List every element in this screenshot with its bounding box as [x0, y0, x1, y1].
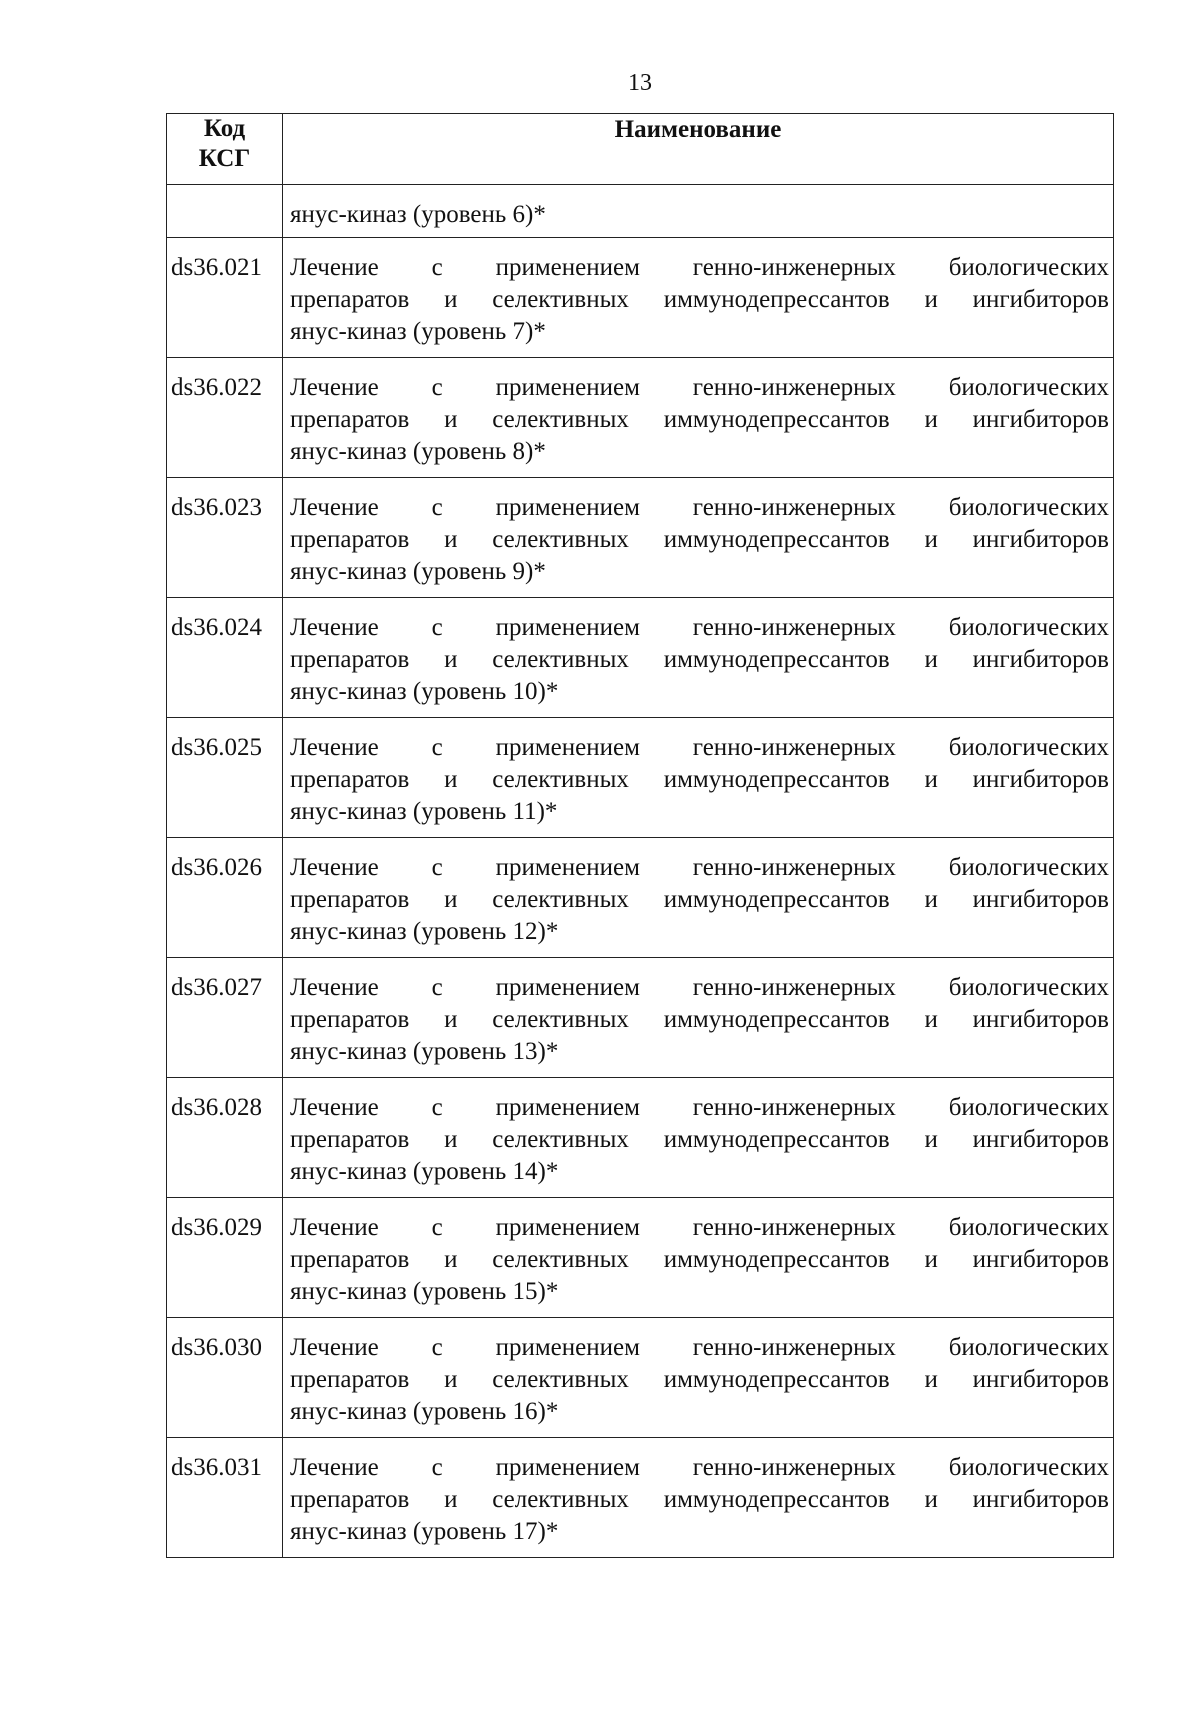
- table-row: [167, 478, 1114, 598]
- code-cell: ds36.022: [167, 358, 283, 478]
- name-line: Лечение с применением генно-инженерных биологических: [290, 614, 1109, 641]
- code-cell: ds36.024: [167, 598, 283, 718]
- name-line: препаратов и селективных иммунодепрессантов и ингибиторов: [290, 766, 1109, 793]
- name-line: янус-киназ (уровень 14)*: [290, 1158, 559, 1185]
- code-cell: ds36.027: [167, 958, 283, 1078]
- column-header-code-line1: Код: [203, 115, 246, 142]
- name-cell: [283, 838, 1114, 958]
- name-line: янус-киназ (уровень 12)*: [290, 918, 559, 945]
- ksg-table: [166, 113, 1114, 1558]
- name-line: янус-киназ (уровень 9)*: [290, 558, 546, 585]
- name-cell: [283, 478, 1114, 598]
- name-line: препаратов и селективных иммунодепрессантов и ингибиторов: [290, 1006, 1109, 1033]
- name-line: янус-киназ (уровень 15)*: [290, 1278, 559, 1305]
- name-line: Лечение с применением генно-инженерных биологических: [290, 374, 1109, 401]
- code-cell: ds36.030: [167, 1318, 283, 1438]
- page-number: 13: [628, 70, 652, 96]
- name-cell: [283, 958, 1114, 1078]
- table-row: [167, 1318, 1114, 1438]
- code-cell: ds36.028: [167, 1078, 283, 1198]
- code-cell: ds36.029: [167, 1198, 283, 1318]
- table-row-continuation: [167, 185, 1114, 238]
- name-line: янус-киназ (уровень 17)*: [290, 1518, 559, 1545]
- name-line: препаратов и селективных иммунодепрессантов и ингибиторов: [290, 526, 1109, 553]
- name-cell: [283, 238, 1114, 358]
- table-row: [167, 358, 1114, 478]
- name-line: препаратов и селективных иммунодепрессантов и ингибиторов: [290, 1246, 1109, 1273]
- name-line: Лечение с применением генно-инженерных биологических: [290, 1214, 1109, 1241]
- name-line: препаратов и селективных иммунодепрессантов и ингибиторов: [290, 886, 1109, 913]
- code-cell: ds36.031: [167, 1438, 283, 1558]
- name-line: Лечение с применением генно-инженерных биологических: [290, 254, 1109, 281]
- table-row: [167, 718, 1114, 838]
- table-row: [167, 1438, 1114, 1558]
- code-cell: [167, 185, 283, 238]
- column-header-code-line2: КСГ: [198, 145, 251, 172]
- column-header-code: [167, 114, 283, 185]
- name-line: янус-киназ (уровень 7)*: [290, 318, 546, 345]
- name-cell: [283, 358, 1114, 478]
- name-cell: [283, 1438, 1114, 1558]
- name-cell: [283, 1078, 1114, 1198]
- name-line: Лечение с применением генно-инженерных биологических: [290, 494, 1109, 521]
- code-cell: ds36.023: [167, 478, 283, 598]
- name-cell: [283, 1318, 1114, 1438]
- name-line: Лечение с применением генно-инженерных биологических: [290, 1334, 1109, 1361]
- name-cell: [283, 718, 1114, 838]
- code-cell: ds36.025: [167, 718, 283, 838]
- name-line: препаратов и селективных иммунодепрессантов и ингибиторов: [290, 646, 1109, 673]
- table-header-row: [167, 114, 1114, 185]
- column-header-name: Наименование: [283, 114, 1114, 185]
- table-row: [167, 1198, 1114, 1318]
- name-line: препаратов и селективных иммунодепрессантов и ингибиторов: [290, 1126, 1109, 1153]
- table-row: [167, 598, 1114, 718]
- name-line: янус-киназ (уровень 8)*: [290, 438, 546, 465]
- name-line: Лечение с применением генно-инженерных биологических: [290, 974, 1109, 1001]
- name-cell: [283, 185, 1114, 238]
- table-row: [167, 238, 1114, 358]
- name-cell: [283, 1198, 1114, 1318]
- name-line: препаратов и селективных иммунодепрессантов и ингибиторов: [290, 406, 1109, 433]
- table-row: [167, 1078, 1114, 1198]
- name-line: препаратов и селективных иммунодепрессантов и ингибиторов: [290, 1486, 1109, 1513]
- name-line: препаратов и селективных иммунодепрессантов и ингибиторов: [290, 286, 1109, 313]
- name-line: янус-киназ (уровень 13)*: [290, 1038, 559, 1065]
- name-line: Лечение с применением генно-инженерных биологических: [290, 854, 1109, 881]
- code-cell: ds36.021: [167, 238, 283, 358]
- name-line: янус-киназ (уровень 11)*: [290, 798, 558, 825]
- table-row: [167, 958, 1114, 1078]
- name-line: Лечение с применением генно-инженерных биологических: [290, 734, 1109, 761]
- code-cell: ds36.026: [167, 838, 283, 958]
- name-line: Лечение с применением генно-инженерных биологических: [290, 1094, 1109, 1121]
- name-line: препаратов и селективных иммунодепрессантов и ингибиторов: [290, 1366, 1109, 1393]
- table-row: [167, 838, 1114, 958]
- name-line: янус-киназ (уровень 10)*: [290, 678, 559, 705]
- name-cell: [283, 598, 1114, 718]
- name-line: янус-киназ (уровень 6)*: [290, 201, 546, 228]
- name-line: янус-киназ (уровень 16)*: [290, 1398, 559, 1425]
- name-line: Лечение с применением генно-инженерных биологических: [290, 1454, 1109, 1481]
